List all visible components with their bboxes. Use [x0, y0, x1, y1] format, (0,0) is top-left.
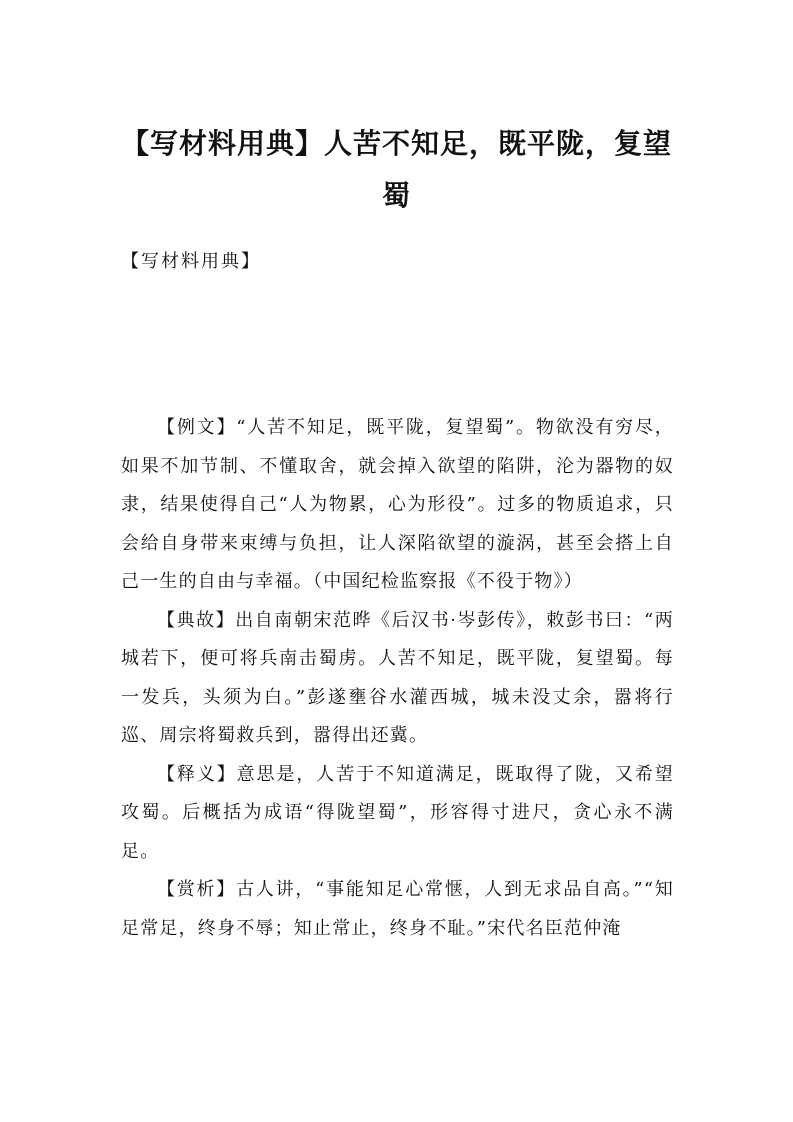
section-subheading: 【写材料用典】 — [121, 251, 261, 272]
paragraph-example: 【例文】“人苦不知足，既平陇，复望蜀”。物欲没有穷尽，如果不加节制、不懂取舍，就会掉入欲望的陷阱，沦为器物的奴隶，结果使得自己“人为物累，心为形役”。过多的物质追求，只会给自身带来束缚与负担，让人深陷欲望的漩涡，甚至会搭上自己一生的自由与幸福。（中国纪检监察报《不役于物》） — [121, 417, 674, 592]
document-body — [121, 409, 674, 948]
paragraph-allusion: 【典故】出自南朝宋范晔《后汉书·岑彭传》，敕彭书曰：“两城若下，便可将兵南击蜀虏。人苦不知足，既平陇，复望蜀。每一发兵，头须为白。”彭遂壅谷水灌西城，城未没丈余，嚣将行巡、周宗将蜀救兵到，嚣得出还冀。 — [121, 609, 674, 746]
paragraph-meaning: 【释义】意思是，人苦于不知道满足，既取得了陇，又希望攻蜀。后概括为成语“得陇望蜀”，形容得寸进尺，贪心永不满足。 — [121, 763, 674, 862]
paragraph-appreciation: 【赏析】古人讲，“事能知足心常惬，人到无求品自高。”“知足常足，终身不辱；知止常止，终身不耻。”宋代名臣范仲淹 — [121, 879, 674, 939]
document-title: 【写材料用典】人苦不知足，既平陇，复望蜀 — [120, 127, 672, 212]
